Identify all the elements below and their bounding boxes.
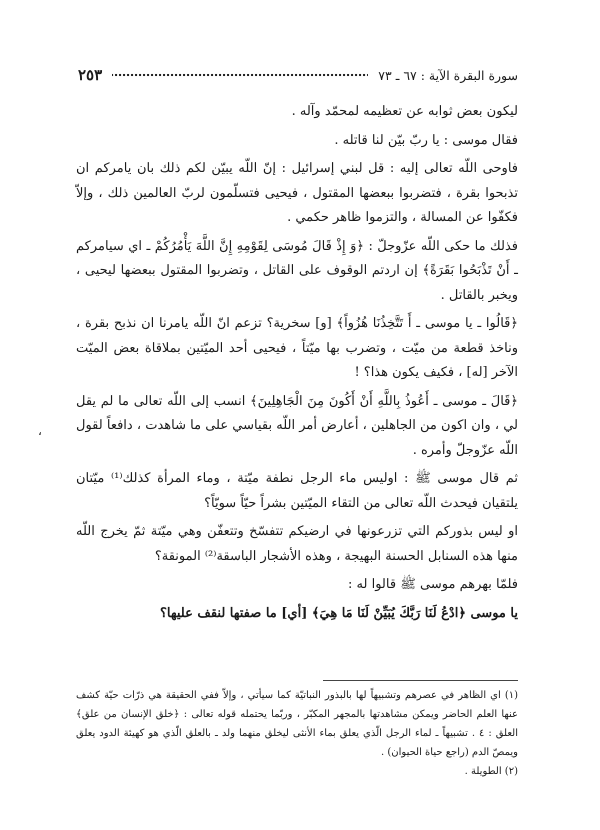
paragraph: فلمّا بهرهم موسى ﷺ قالوا له : (348, 577, 518, 592)
footnote-separator (323, 680, 518, 681)
main-text (76, 100, 518, 630)
paragraph: فاوحى اللّه تعالى إليه : قل لبني إسرائيل : إنّ اللّه يبيّن لكم ذلك بان يامركم ان تذبحوا بقرة ، فتضربوا ببعضها المقتول ، فيحيى فتسلّمون لربّ العالمين ذلك ، وإلاّ فكفّوا عن المسالة ، والتزموا ظاهر حكمي . (76, 161, 518, 225)
paragraph: او ليس بذوركم التي تزرعونها في ارضيكم تتفسّخ وتتعفّن وهي ميّتة ثمّ يخرج اللّه منها هذه السنابل الحسنة البهيجة ، وهذه الأشجار الباسقة⁽²⁾ المونقة؟ (76, 524, 518, 564)
paragraph: فذلك ما حكى اللّه عزّوجلّ : ﴿وَ إِذْ قَالَ مُوسَى لِقَوْمِهِ إِنَّ اللَّهَ يَأْمُرُكُمْ ـ اي سيامركم ـ أَنْ تَذْبَحُوا بَقَرَةً﴾ إن اردتم الوقوف على القاتل ، وتضربوا المقتول ببعضها ليحيى ، ويخبر بالقاتل . (76, 238, 518, 303)
footnotes (76, 686, 518, 781)
footnote: (١) اي الظاهر في عصرهم وتشبيهاً لها بالبذور النباتيّة كما سيأتي ، وإلاّ ففي الحقيقة هي ذرّات حيّة كشف عنها العلم الحاضر ويمكن مشاهدتها بالمجهر المكبّر ، وربّما يحتمله قوله تعالى : ﴿خلق الإنسان من علق﴾ العلق : ٤ . تشبيهاً ـ لماء الرجل الّذي يعلق بماء الأنثى ليخلق منهما ولد ـ بالعلق الّذي هو كهيئة الدود يعلق ويمصّ الدم (راجع حياة الحيوان) . (76, 690, 519, 758)
footnote: (٢) الطويلة . (464, 766, 518, 777)
paragraph: فقال موسى : يا ربّ بيّن لنا قاتله . (334, 132, 518, 148)
paragraph: ﴿قَالَ ـ موسى ـ أَعُوذُ بِاللَّهِ أَنْ أَكُونَ مِنَ الْجَاهِلِينَ﴾ انسب إلى اللّه تعالى ما لم يقل لي ، وان اكون من الجاهلين ، أعارض أمر اللّه بقياسي على ما شاهدت ، دافعاً لقول اللّه عزّوجلّ وأمره . (76, 393, 518, 458)
paragraph: ثم قال موسى ﷺ : اوليس ماء الرجل نطفة ميّتة ، وماء المرأة كذلك⁽¹⁾ ميّتان يلتقيان فيحدث اللّه تعالى من التقاء الميّتين بشراً حيّاً سويّاً؟ (76, 471, 518, 511)
paragraph: ﴿قَالُوا ـ يا موسى ـ أَ تَتَّخِذُنَا هُزُواً﴾ [و] سخرية؟ تزعم انّ اللّه يامرنا ان نذبح بقرة ، وناخذ قطعة من ميّت ، وتضرب بها ميّتاً ، فيحيى أحد الميّتين بملاقاة بعض الميّت الآخر [له] ، فكيف يكون هذا؟ ! (76, 316, 518, 380)
running-title: سورة البقرة الآية : ٦٧ ـ ٧٣ (378, 67, 518, 83)
paragraph: يا موسى ﴿ادْعُ لَنَا رَبَّكَ يُبَيِّنْ لَنَا مَا هِيَ﴾ [أي] ما صفتها لنقف عليها؟ (160, 605, 518, 621)
page-number: ٢٥٣ (78, 66, 103, 84)
header-dotted-rule (112, 72, 368, 78)
page-header (78, 64, 518, 86)
paragraph: ليكون بعض ثوابه عن تعظيمه لمحمّد وآله . (291, 104, 518, 119)
margin-mark: ، (38, 424, 42, 438)
